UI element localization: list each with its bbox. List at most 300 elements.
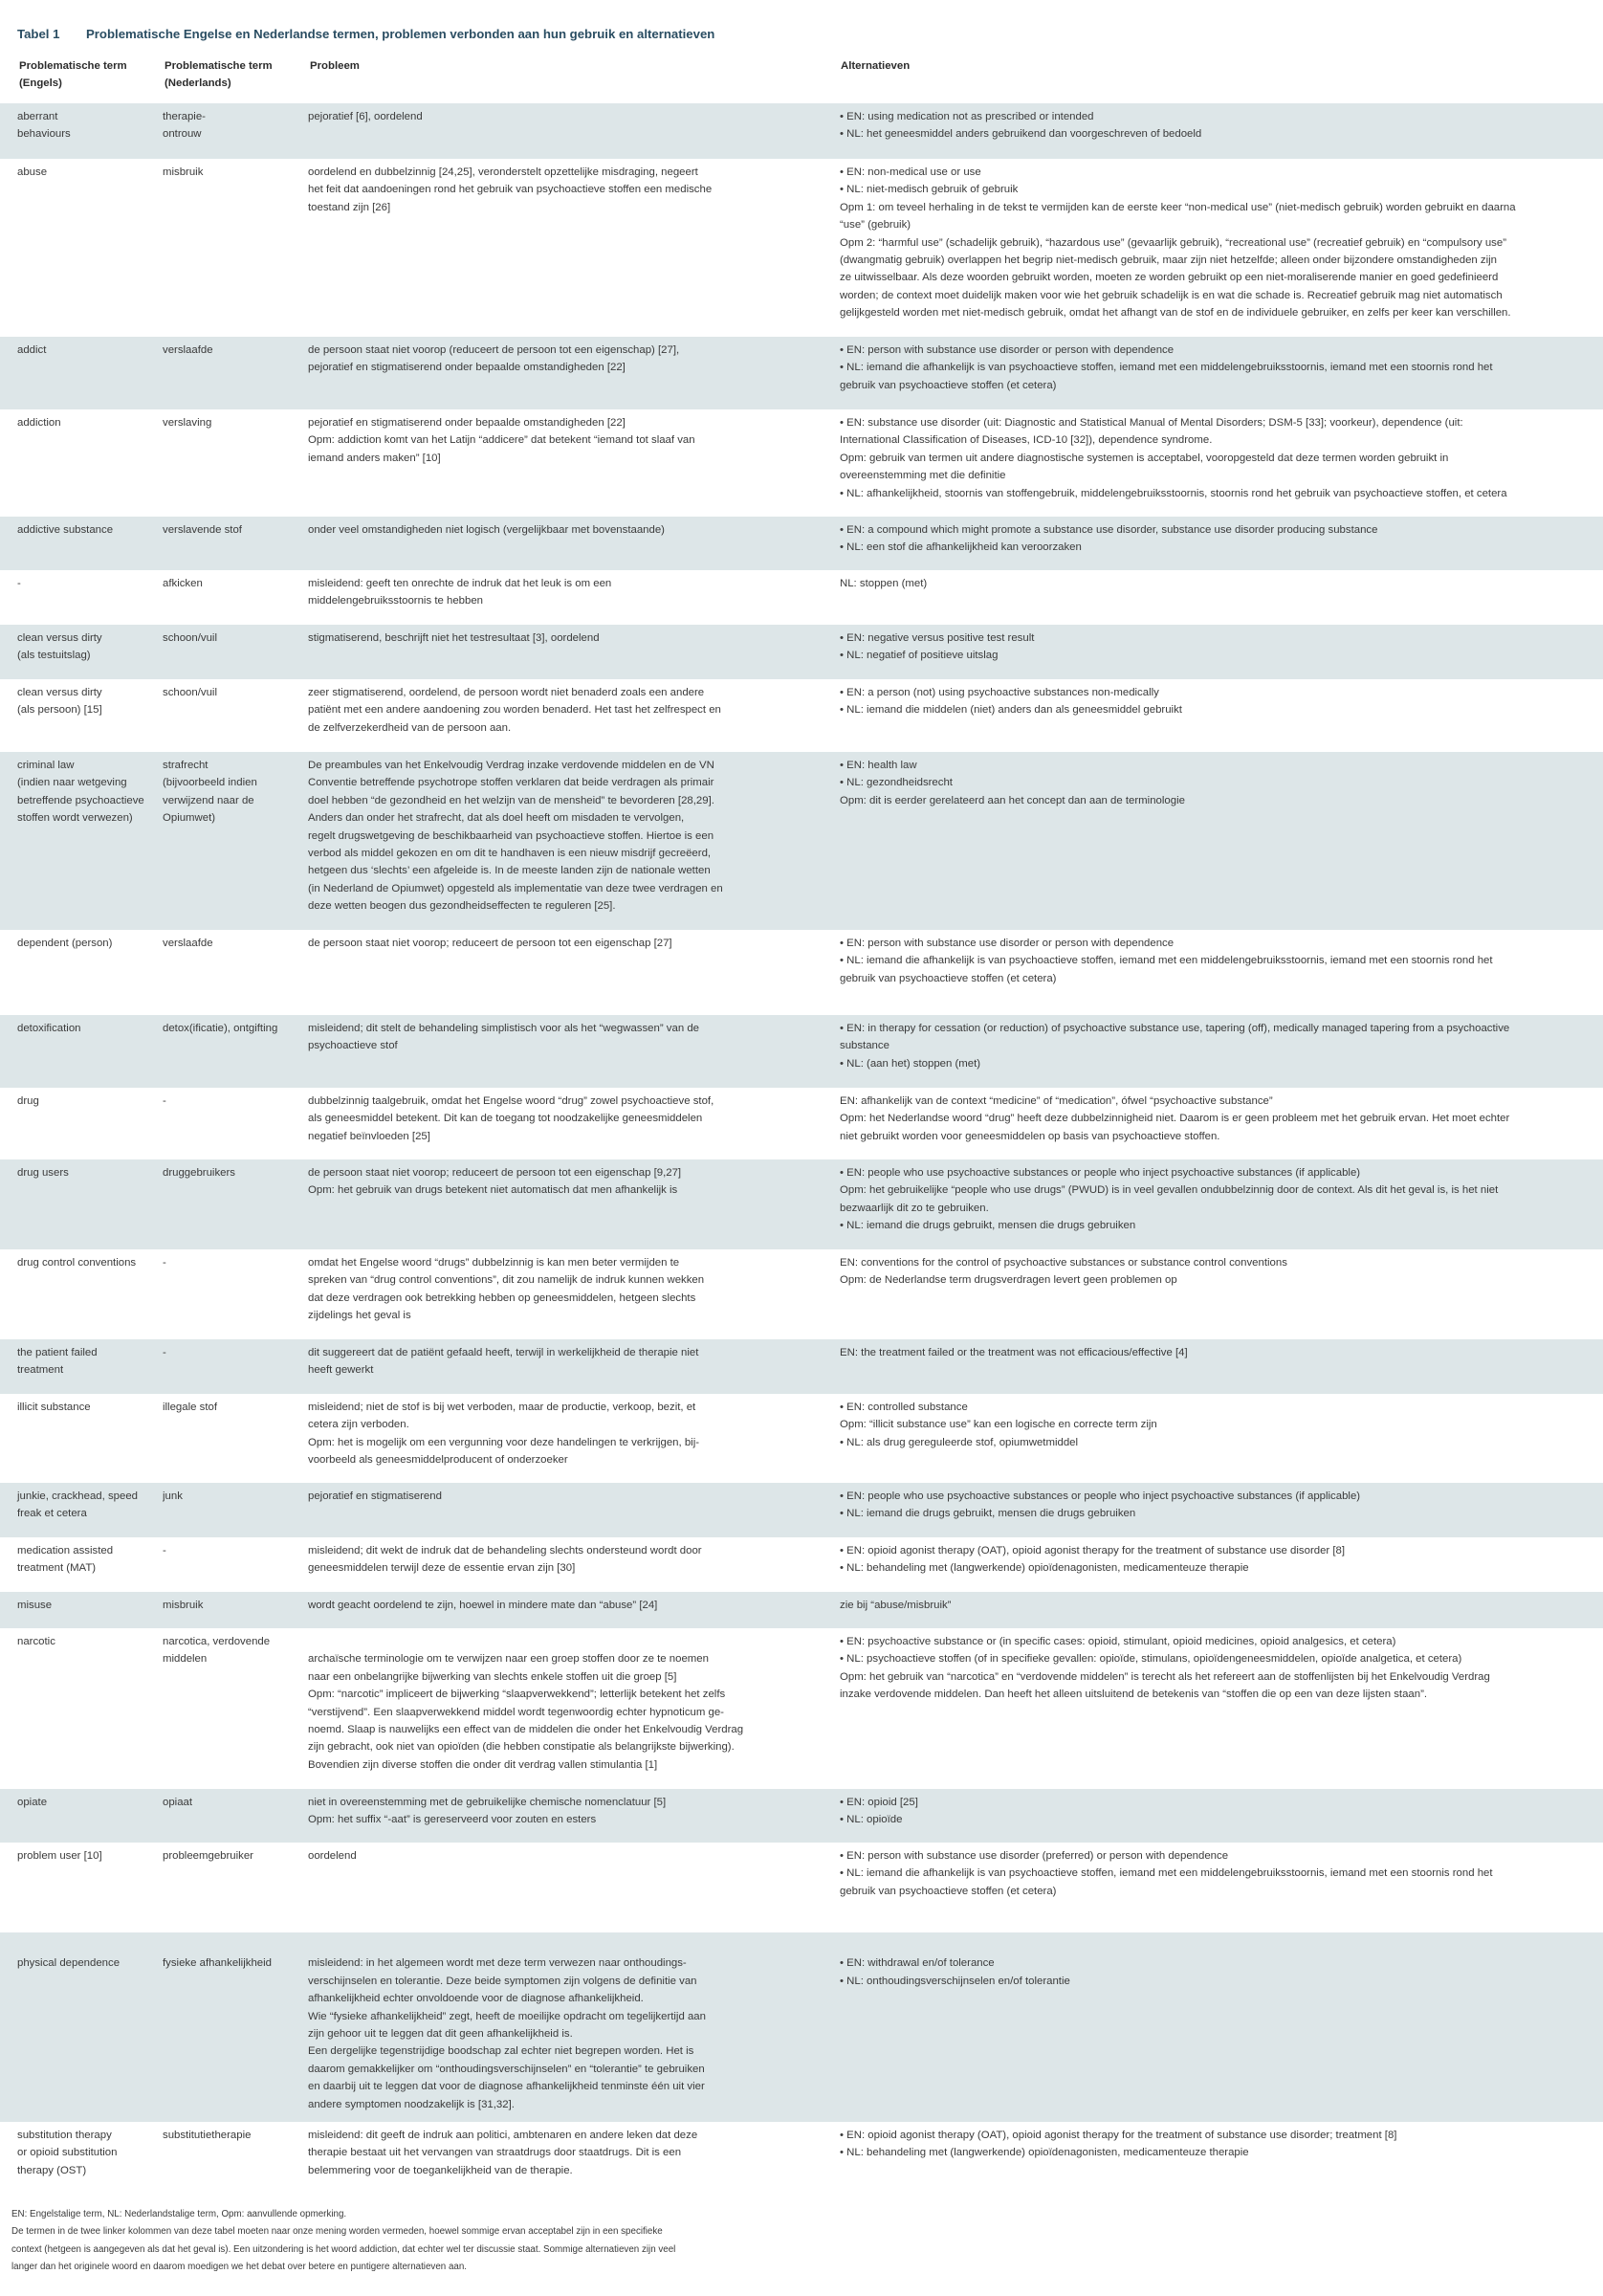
cell-line: de zelfverzekerdheid van de persoon aan. [308,721,512,734]
cell-line: • EN: opioid [25] [840,1797,918,1808]
cell-english-term [0,159,163,337]
cell-line: verslaving [163,417,212,429]
cell-line: drug [17,1095,39,1107]
cell-alternatives [840,570,1603,625]
table-row [0,930,1603,1015]
header-line: (Engels) [19,77,62,89]
cell-problem [308,337,840,409]
cell-line: belemmering voor de toegankelijkheid van de therapie. [308,2164,573,2176]
cell-line: - [163,1347,166,1358]
cell-line: - [163,1545,166,1556]
cell-dutch-term [163,1592,308,1628]
table-row [0,625,1603,679]
cell-problem [308,1537,840,1592]
cell-line: • EN: non-medical use or use [840,166,981,178]
column-header-problem [310,57,826,99]
cell-line: verslavende stof [163,524,242,536]
cell-line: • NL: behandeling met (langwerkende) opioïdenagonisten, medicamenteuze therapie [840,2147,1249,2159]
cell-line: zijn gehoor uit te leggen dat dit geen afhankelijkheid is. [308,2028,573,2041]
cell-line: verschijnselen en tolerantie. Deze beide symptomen zijn volgens de definitie van [308,1975,697,1987]
cell-line: dit suggereert dat de patiënt gefaald heeft, terwijl in werkelijkheid de therapie niet [308,1347,699,1358]
cell-line: • NL: afhankelijkheid, stoornis van stoffengebruik, middelengebruiksstoornis, stoornis rond het gebruik van psychoactieve stoffen, et cetera [840,487,1507,499]
table-number: Tabel 1 [17,26,60,41]
cell-problem [308,1394,840,1483]
cell-dutch-term [163,1088,308,1159]
cell-line: regelt drugswetgeving de beschikbaarheid van psychoactieve stoffen. Hiertoe is een [308,829,714,842]
cell-line: (als testuitslag) [17,650,91,662]
table-row [0,2122,1603,2195]
cell-alternatives [840,1394,1603,1483]
cell-alternatives [840,1339,1603,1394]
cell-line: gelijkgesteld worden met niet-medisch gebruik, omdat het afhangt van de stof en de individuele gebruiker, en zelfs per keer kan verschillen. [840,307,1511,320]
cell-line: zijdelings het geval is [308,1310,411,1322]
cell-line: detoxification [17,1023,81,1034]
cell-english-term [0,2122,163,2195]
cell-alternatives [840,1628,1603,1789]
cell-dutch-term [163,1159,308,1249]
cell-english-term [0,1537,163,1592]
cell-line: opiate [17,1797,48,1808]
cell-line: Opiumwet) [163,812,216,825]
table-row [0,409,1603,517]
cell-line: substitution therapy [17,2130,112,2141]
cell-problem [308,159,840,337]
cell-line: zeer stigmatiserend, oordelend, de persoon wordt niet benaderd zoals een andere [308,687,705,698]
cell-line: • EN: person with substance use disorder or person with dependence [840,344,1175,356]
cell-line: - [163,1257,166,1269]
cell-line: • EN: people who use psychoactive substances or people who inject psychoactive substances (if applicable) [840,1490,1361,1502]
cell-line: als geneesmiddel betekent. Dit kan de toegang tot noodzakelijke geneesmiddelen [308,1113,703,1125]
cell-line [840,1937,1595,1954]
cell-line: • EN: using medication not as prescribed or intended [840,111,1094,122]
cell-problem [308,103,840,159]
cell-english-term [0,752,163,930]
table-row [0,570,1603,625]
cell-line: worden; de context moet duidelijk maken voor wie het gebruik schadelijk is en wat die schade is. Recreatief gebruik mag niet automatisch [840,289,1503,301]
cell-line: cetera zijn verboden. [308,1419,409,1431]
cell-line: Bovendien zijn diverse stoffen die onder dit verdrag vallen stimulantia [1] [308,1758,658,1771]
cell-line: (bijvoorbeeld indien [163,777,257,789]
cell-line: middelen [163,1653,208,1666]
cell-problem [308,1339,840,1394]
cell-line: substitutietherapie [163,2130,252,2141]
cell-line: Opm 1: om teveel herhaling in de tekst te vermijden kan de eerste keer “non-medical use” (niet-medisch gebruik) worden gebruikt en daarna [840,201,1516,213]
cell-line: naar een onbelangrijke bijwerking van slechts enkele stoffen uit die groep [5] [308,1670,677,1683]
cell-dutch-term [163,625,308,679]
cell-english-term [0,1628,163,1789]
cell-line: patiënt met een andere aandoening zou worden benaderd. Het tast het zelfrespect en [308,704,721,717]
cell-line: International Classification of Diseases, ICD-10 [32]), dependence syndrome. [840,434,1213,447]
cell-line: betreffende psychoactieve [17,794,144,806]
cell-line: • NL: een stof die afhankelijkheid kan veroorzaken [840,541,1082,554]
cell-line [308,1937,832,1954]
cell-line: oordelend [308,1850,357,1862]
cell-dutch-term [163,1339,308,1394]
cell-line: misuse [17,1600,53,1611]
cell-english-term [0,1249,163,1339]
cell-line: (dwangmatig gebruik) overlappen het begrip niet-medisch gebruik, maar zijn niet hetzelfde; alleen onder bijzondere omstandigheden zijn [840,254,1498,267]
cell-dutch-term [163,1015,308,1088]
cell-line: the patient failed [17,1347,98,1358]
cell-line: ontrouw [163,128,202,141]
cell-problem [308,1628,840,1789]
cell-dutch-term [163,1537,308,1592]
cell-problem [308,1483,840,1537]
cell-dutch-term [163,1394,308,1483]
cell-line: pejoratief [6], oordelend [308,111,423,122]
cell-line: de persoon staat niet voorop; reduceert de persoon tot een eigenschap [9,27] [308,1167,682,1179]
cell-problem [308,625,840,679]
cell-problem [308,752,840,930]
footnote-line: De termen in de twee linker kolommen van deze tabel moeten naar onze mening worden vermeden, hoewel sommige ervan acceptabel zijn in een specifieke [11,2226,663,2238]
cell-line: verslaafde [163,344,213,356]
table-row [0,1843,1603,1932]
cell-line: • EN: withdrawal en/of tolerance [840,1957,995,1970]
cell-line: stoffen wordt verwezen) [17,812,133,825]
cell-line: schoon/vuil [163,687,217,698]
cell-line: criminal law [17,760,75,771]
table-row [0,1932,1603,2122]
cell-line: oordelend en dubbelzinnig [24,25], veronderstelt opzettelijke misdraging, negeert [308,166,698,178]
cell-dutch-term [163,930,308,1015]
cell-line: zijn gebracht, ook niet van opioïden (die hebben constipatie als belangrijkste bijwerking). [308,1741,735,1754]
cell-line: gebruik van psychoactieve stoffen (et cetera) [840,379,1057,391]
cell-alternatives [840,337,1603,409]
cell-line: • NL: psychoactieve stoffen (of in specifieke gevallen: opioïde, stimulans, opioïdengeneesmiddelen, opioïde analgetica, et cetera) [840,1653,1462,1666]
cell-line: gebruik van psychoactieve stoffen (et cetera) [840,1885,1057,1897]
footnote-line: langer dan het originele woord en daarom moedigen we het debat over betere en puntigere alternatieven aan. [11,2262,468,2273]
cell-line: • NL: iemand die drugs gebruikt, mensen die drugs gebruiken [840,1220,1136,1232]
cell-line: verslaafde [163,938,213,949]
cell-line: addictive substance [17,524,114,536]
cell-line: drug control conventions [17,1257,137,1269]
cell-problem [308,1088,840,1159]
cell-line: • NL: iemand die middelen (niet) anders dan als geneesmiddel gebruikt [840,704,1182,717]
cell-english-term [0,409,163,517]
table-row [0,679,1603,752]
cell-english-term [0,1339,163,1394]
cell-alternatives [840,159,1603,337]
table-row [0,517,1603,570]
cell-line: detox(ificatie), ontgifting [163,1023,278,1034]
cell-line: deze wetten beogen dus gezondheidseffecten te reguleren [25]. [308,900,616,913]
cell-line: • EN: substance use disorder (uit: Diagnostic and Statistical Manual of Mental Disorders; DSM-5 [33]; voorkeur), dependence (uit: [840,417,1463,429]
cell-alternatives [840,409,1603,517]
cell-line: negatief beïnvloeden [25] [308,1130,430,1142]
cell-dutch-term [163,1628,308,1789]
cell-line: en daarbij uit te leggen dat voor de diagnose afhankelijkheid tenminste één uit vier [308,2081,705,2093]
cell-line: junk [163,1490,183,1502]
cell-line: • NL: iemand die afhankelijk is van psychoactieve stoffen, iemand met een middelengebruiksstoornis, iemand met een stoornis rond het [840,955,1493,967]
cell-line: therapy (OST) [17,2164,87,2176]
cell-line: misleidend: dit geeft de indruk aan politici, ambtenaren en andere leken dat deze [308,2130,698,2141]
cell-line: junkie, crackhead, speed [17,1490,139,1502]
cell-english-term [0,1789,163,1843]
cell-line: • EN: a person (not) using psychoactive substances non-medically [840,687,1159,698]
cell-dutch-term [163,1789,308,1843]
cell-problem [308,1249,840,1339]
cell-english-term [0,103,163,159]
cell-line: EN: the treatment failed or the treatment was not efficacious/effective [4] [840,1347,1188,1358]
cell-line: EN: afhankelijk van de context “medicine” of “medication”, ófwel “psychoactive substance” [840,1095,1273,1107]
cell-line: therapie- [163,111,206,122]
cell-english-term [0,1843,163,1932]
cell-alternatives [840,1537,1603,1592]
table-row [0,1537,1603,1592]
cell-problem [308,409,840,517]
cell-dutch-term [163,103,308,159]
cell-line: clean versus dirty [17,632,102,644]
cell-dutch-term [163,159,308,337]
cell-line: misbruik [163,1600,204,1611]
cell-line: Opm: de Nederlandse term drugsverdragen levert geen problemen op [840,1274,1177,1287]
table-row [0,752,1603,930]
cell-line: verwijzend naar de [163,794,254,806]
cell-line: iemand anders maken” [10] [308,452,441,464]
cell-line: archaïsche terminologie om te verwijzen naar een groep stoffen door ze te noemen [308,1653,709,1666]
cell-english-term [0,625,163,679]
cell-dutch-term [163,2122,308,2195]
footnote-line: context (hetgeen is aangegeven als dat het geval is). Een uitzondering is het woord addiction, dat echter wel ter discussie staat. Sommige alternatieven zijn veel [11,2243,676,2255]
cell-line: daarom gemakkelijker om “onthoudingsverschijnselen” en “tolerantie” te gebruiken [308,2063,705,2075]
cell-line: addict [17,344,47,356]
cell-line: treatment (MAT) [17,1562,97,1575]
cell-line: Opm: het is mogelijk om een vergunning voor deze handelingen te verkrijgen, bij- [308,1436,700,1448]
footnote-line: EN: Engelstalige term, NL: Nederlandstalige term, Opm: aanvullende opmerking. [11,2209,347,2219]
cell-line: • NL: behandeling met (langwerkende) opioïdenagonisten, medicamenteuze therapie [840,1562,1249,1575]
cell-line: EN: conventions for the control of psychoactive substances or substance control conventions [840,1257,1287,1269]
cell-line: dependent (person) [17,938,113,949]
table-footnotes [11,2206,834,2277]
cell-line: illegale stof [163,1402,217,1413]
cell-alternatives [840,517,1603,570]
cell-line [163,1937,300,1954]
cell-line: clean versus dirty [17,687,102,698]
cell-line: misleidend; dit stelt de behandeling simplistisch voor als het “wegwassen” van de [308,1023,700,1034]
cell-english-term [0,570,163,625]
cell-line: or opioid substitution [17,2147,118,2159]
cell-line: Wie “fysieke afhankelijkheid” zegt, heeft de moeilijke opdracht om tegelijkertijd aan [308,2010,706,2022]
cell-line: Opm: dit is eerder gerelateerd aan het concept dan aan de terminologie [840,794,1185,806]
cell-alternatives [840,1159,1603,1249]
cell-line: wordt geacht oordelend te zijn, hoewel in mindere mate dan “abuse” [24] [308,1600,658,1611]
cell-line: Opm: addiction komt van het Latijn “addicere” dat betekent “iemand tot slaaf van [308,434,695,447]
cell-line: • NL: het geneesmiddel anders gebruikend dan voorgeschreven of bedoeld [840,128,1202,141]
cell-line: spreken van “drug control conventions”, dit zou namelijk de indruk kunnen wekken [308,1274,705,1287]
cell-problem [308,1843,840,1932]
cell-line: Opm: het gebruik van “narcotica” en “verdovende middelen” is terecht als het refereert aan de stoffenlijsten bij het Enkelvoudig Verdrag [840,1670,1490,1683]
cell-line: • NL: (aan het) stoppen (met) [840,1057,981,1070]
cell-line: • NL: iemand die afhankelijk is van psychoactieve stoffen, iemand met een middelengebruiksstoornis, iemand met een stoornis rond het [840,1867,1493,1880]
cell-line: Opm 2: “harmful use” (schadelijk gebruik), “hazardous use” (gevaarlijk gebruik), “recreational use” (recreatief gebruik) en “compulsory use” [840,236,1507,249]
cell-dutch-term [163,1483,308,1537]
cell-problem [308,1015,840,1088]
cell-line: • EN: person with substance use disorder (preferred) or person with dependence [840,1850,1229,1862]
table-row [0,337,1603,409]
cell-line: medication assisted [17,1545,114,1556]
cell-line: aberrant [17,111,58,122]
cell-line: illicit substance [17,1402,91,1413]
cell-line: “use” (gebruik) [840,219,911,232]
table-row [0,1088,1603,1159]
cell-line: • EN: opioid agonist therapy (OAT), opioid agonist therapy for the treatment of substance use disorder [8] [840,1545,1346,1556]
cell-line: opiaat [163,1797,193,1808]
cell-alternatives [840,1088,1603,1159]
cell-dutch-term [163,752,308,930]
cell-line: behaviours [17,128,71,141]
cell-line: de persoon staat niet voorop; reduceert de persoon tot een eigenschap [27] [308,938,672,949]
cell-line: • EN: in therapy for cessation (or reduction) of psychoactive substance use, tapering (off), medically managed tapering from a psychoactive [840,1023,1510,1034]
cell-line: het feit dat aandoeningen rond het gebruik van psychoactieve stoffen een medische [308,184,713,196]
cell-dutch-term [163,1932,308,2122]
cell-dutch-term [163,337,308,409]
cell-line: - [17,578,21,589]
cell-alternatives [840,2122,1603,2195]
table-row [0,159,1603,337]
cell-line: freak et cetera [17,1508,87,1520]
cell-alternatives [840,930,1603,1015]
cell-alternatives [840,1789,1603,1843]
cell-line: druggebruikers [163,1167,235,1179]
cell-line: strafrecht [163,760,209,771]
cell-line: niet in overeenstemming met de gebruikelijke chemische nomenclatuur [5] [308,1797,667,1808]
cell-line: ze uitwisselbaar. Als deze woorden gebruikt worden, moeten ze worden gebruikt op een niet-moraliserende manier en goed gedefinieerd [840,272,1499,284]
cell-line: bezwaarlijk dit zo te gebruiken. [840,1202,989,1214]
table-row [0,103,1603,159]
cell-line: misleidend; dit wekt de indruk dat de behandeling slechts ondersteund wordt door [308,1545,702,1556]
cell-alternatives [840,679,1603,752]
terms-table [0,103,1603,2195]
cell-line: • EN: health law [840,760,917,771]
cell-line: omdat het Engelse woord “drugs” dubbelzinnig is kan men beter vermijden te [308,1257,680,1269]
cell-dutch-term [163,570,308,625]
header-line: (Nederlands) [165,77,231,89]
cell-line: pejoratief en stigmatiserend [308,1490,442,1502]
table-row [0,1394,1603,1483]
cell-problem [308,1592,840,1628]
header-line: Problematische term [165,60,273,72]
cell-line: therapie bestaat uit het vervangen van straatdrugs door staatdrugs. Dit is een [308,2147,682,2159]
cell-dutch-term [163,1249,308,1339]
cell-line: Opm: “illicit substance use” kan een logische en correcte term zijn [840,1419,1157,1431]
cell-line: Een dergelijke tegenstrijdige boodschap zal echter niet begrepen worden. Het is [308,2045,694,2058]
column-header-english [19,57,153,99]
table-row [0,1339,1603,1394]
cell-problem [308,2122,840,2195]
cell-english-term [0,517,163,570]
cell-line: Opm: het gebruikelijke “people who use drugs” (PWUD) is in veel gevallen ondubbelzinnig door de context. Als dit het geval is, is het niet [840,1184,1499,1197]
cell-line: misleidend: geeft ten onrechte de indruk dat het leuk is om een [308,578,612,589]
cell-line: misbruik [163,166,204,178]
cell-line: dat deze verdragen ook betrekking hebben op geneesmiddelen, hetgeen slechts [308,1292,696,1304]
cell-line: • NL: iemand die drugs gebruikt, mensen die drugs gebruiken [840,1508,1136,1520]
cell-line: • NL: opioïde [840,1814,903,1826]
cell-alternatives [840,1843,1603,1932]
cell-line: zie bij “abuse/misbruik” [840,1600,952,1611]
cell-problem [308,1789,840,1843]
cell-line: voorbeeld als geneesmiddelproducent of onderzoeker [308,1454,568,1467]
cell-alternatives [840,1249,1603,1339]
cell-line: treatment [17,1364,64,1377]
cell-line: pejoratief en stigmatiserend onder bepaalde omstandigheden [22] [308,417,626,429]
cell-line: middelengebruiksstoornis te hebben [308,595,484,607]
column-header-alternatives [841,57,1587,99]
cell-line: • NL: onthoudingsverschijnselen en/of tolerantie [840,1975,1070,1987]
cell-line: schoon/vuil [163,632,217,644]
cell-line: • NL: als drug gereguleerde stof, opiumwetmiddel [840,1436,1079,1448]
cell-alternatives [840,752,1603,930]
header-line: Problematische term [19,60,127,72]
cell-line: “verstijvend”. Een slaapverwekkend middel wordt tegenwoordig echter hypnoticum ge- [308,1706,724,1718]
cell-line: pejoratief en stigmatiserend onder bepaalde omstandigheden [22] [308,362,626,374]
cell-alternatives [840,625,1603,679]
cell-line: psychoactieve stof [308,1040,398,1052]
cell-line: (als persoon) [15] [17,704,102,717]
cell-line [17,1937,155,1954]
header-line: Probleem [310,60,360,72]
cell-line: • EN: opioid agonist therapy (OAT), opioid agonist therapy for the treatment of substance use disorder; treatment [8] [840,2130,1397,2141]
cell-english-term [0,1592,163,1628]
cell-dutch-term [163,1843,308,1932]
cell-english-term [0,1483,163,1537]
cell-line: noemd. Slaap is nauwelijks een effect van de middelen die onder het Enkelvoudig Verdrag [308,1724,744,1736]
cell-line: stigmatiserend, beschrijft niet het testresultaat [3], oordelend [308,632,600,644]
cell-line: andere symptomen noodzakelijk is [31,32]. [308,2098,515,2110]
cell-line: drug users [17,1167,69,1179]
cell-alternatives [840,1015,1603,1088]
cell-line: • EN: negative versus positive test result [840,632,1035,644]
cell-line: addiction [17,417,61,429]
cell-line: fysieke afhankelijkheid [163,1957,272,1970]
cell-alternatives [840,1592,1603,1628]
cell-line: Opm: het suffix “-aat” is gereserveerd voor zouten en esters [308,1814,597,1826]
cell-dutch-term [163,679,308,752]
cell-line: inzake verdovende middelen. Dan heeft het alleen uitsluitend de betekenis van “stoffen die op een van deze lijsten staan”. [840,1689,1428,1701]
cell-line: • NL: niet-medisch gebruik of gebruik [840,184,1019,196]
cell-line: Opm: het gebruik van drugs betekent niet automatisch dat men afhankelijk is [308,1184,678,1197]
cell-line: • EN: people who use psychoactive substances or people who inject psychoactive substances (if applicable) [840,1167,1361,1179]
table-caption [17,21,1586,46]
cell-line: toestand zijn [26] [308,201,391,213]
table-row [0,1015,1603,1088]
cell-line: gebruik van psychoactieve stoffen (et cetera) [840,972,1057,984]
table-row [0,1483,1603,1537]
table-row [0,1592,1603,1628]
cell-line: onder veel omstandigheden niet logisch (vergelijkbaar met bovenstaande) [308,524,665,536]
cell-line: afkicken [163,578,203,589]
cell-line: NL: stoppen (met) [840,578,928,589]
cell-line: (indien naar wetgeving [17,777,127,789]
column-header-dutch [165,57,298,99]
cell-problem [308,679,840,752]
cell-alternatives [840,1932,1603,2122]
cell-line: Opm: “narcotic” impliceert de bijwerking “slaapverwekkend”; letterlijk betekent het zelfs [308,1689,726,1701]
cell-line: Anders dan onder het strafrecht, dat als doel heeft om misdaden te vervolgen, [308,812,685,825]
cell-line: • EN: psychoactive substance or (in specific cases: opioid, stimulant, opioid medicines, opioid analgesics, et cetera) [840,1636,1396,1647]
cell-line: Opm: gebruik van termen uit andere diagnostische systemen is acceptabel, vooropgesteld dat deze termen worden gebruikt in [840,452,1449,464]
cell-line: abuse [17,166,48,178]
cell-line: afhankelijkheid echter onvoldoende voor de diagnose afhankelijkheid. [308,1993,644,2005]
cell-line: probleemgebruiker [163,1850,253,1862]
cell-line: • NL: gezondheidsrecht [840,777,953,789]
cell-line: dubbelzinnig taalgebruik, omdat het Engelse woord “drug” zowel psychoactieve stof, [308,1095,714,1107]
cell-dutch-term [163,409,308,517]
cell-line: verbod als middel gekozen en om dit te handhaven is een nieuw misdrijf gecreëerd, [308,848,712,860]
cell-line [308,1633,832,1650]
table-title: Problematische Engelse en Nederlandse termen, problemen verbonden aan hun gebruik en alternatieven [86,26,715,41]
cell-dutch-term [163,517,308,570]
cell-alternatives [840,103,1603,159]
